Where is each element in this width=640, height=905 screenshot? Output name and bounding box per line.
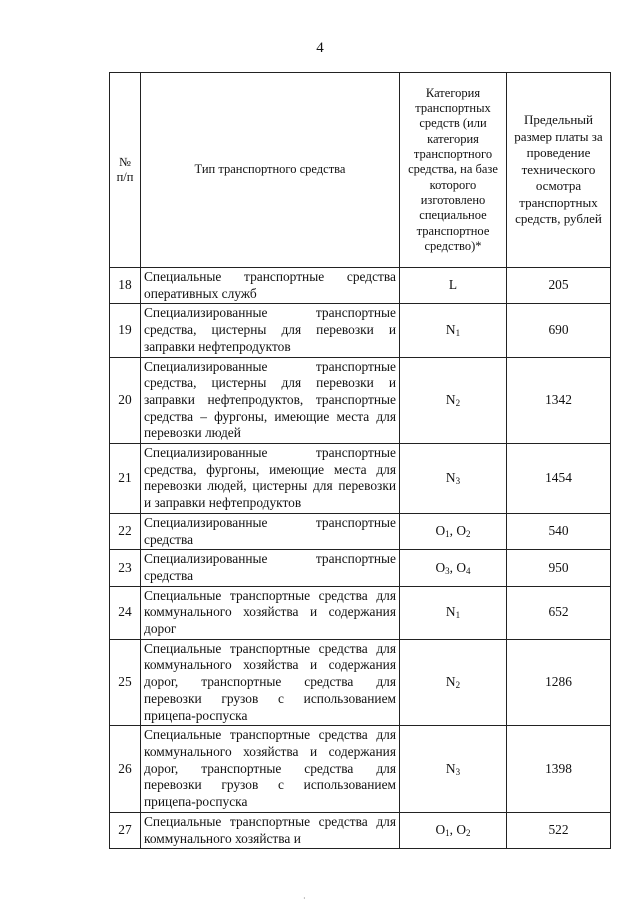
category-letter: O (435, 523, 446, 539)
category-letter: N (445, 470, 456, 486)
category-index: 1 (455, 610, 461, 621)
category-letter: L (448, 277, 458, 293)
vehicle-type: Специальные транспортные средства для коммунального хозяйства и содержания дорог, транспортные средства для перевозки грузов с использованием прицепа-роспуска (141, 726, 400, 813)
footer-mark: · (303, 894, 306, 903)
table-row (110, 639, 611, 726)
vehicle-category (400, 268, 507, 304)
fee-amount: 205 (507, 268, 611, 304)
category-index: 2 (466, 529, 471, 540)
table-row (110, 812, 611, 848)
table-row (110, 513, 611, 549)
fee-amount: 690 (507, 304, 611, 357)
category-letter: N (445, 674, 456, 690)
category-index: 3 (455, 476, 461, 487)
category-index: 4 (466, 565, 471, 576)
fee-table (109, 72, 611, 849)
vehicle-category (400, 726, 507, 813)
vehicle-type: Специальные транспортные средства для коммунального хозяйства и (141, 812, 400, 848)
vehicle-category (400, 357, 507, 444)
row-number: 24 (110, 586, 141, 639)
vehicle-type: Специализированные транспортные средства, цистерны для перевозки и заправки нефтепродуктов, транспортные средства – фургоны, имеющие места для перевозки людей (141, 357, 400, 444)
category-letter: O (456, 559, 467, 575)
fee-amount: 1454 (507, 444, 611, 514)
vehicle-category (400, 586, 507, 639)
table-row (110, 304, 611, 357)
vehicle-type: Специальные транспортные средства для коммунального хозяйства и содержания дорог, транспортные средства для перевозки грузов с использованием прицепа-роспуска (141, 639, 400, 726)
table-body (110, 268, 611, 849)
category-index: 2 (455, 397, 461, 408)
category-letter: O (435, 559, 446, 575)
fee-amount: 950 (507, 550, 611, 586)
row-number: 21 (110, 444, 141, 514)
category-index: 1 (445, 529, 450, 540)
fee-amount: 540 (507, 513, 611, 549)
fee-amount: 1286 (507, 639, 611, 726)
category-letter: O (456, 822, 467, 838)
category-letter: N (445, 760, 456, 776)
table-row (110, 586, 611, 639)
vehicle-category: $O_3$, $O_4$ (400, 550, 507, 586)
table-row (110, 357, 611, 444)
category-letter: N (445, 322, 456, 338)
row-number: 19 (110, 304, 141, 357)
table-row (110, 726, 611, 813)
page-number: 4 (316, 40, 324, 56)
table-header-row (110, 73, 611, 268)
fee-amount: 522 (507, 812, 611, 848)
category-letter: N (445, 391, 456, 407)
fee-amount: 1342 (507, 357, 611, 444)
header-category: Категория транспортных средств (или категория транспортного средства, на базе которого изготовлено специальное транспортное средство)* (400, 73, 507, 268)
header-num: № п/п (110, 73, 141, 268)
row-number: 20 (110, 357, 141, 444)
category-letter: O (456, 523, 467, 539)
vehicle-type: Специализированные транспортные средства, цистерны для перевозки и заправки нефтепродуктов (141, 304, 400, 357)
category-index: 2 (455, 680, 461, 691)
table-row (110, 268, 611, 304)
row-number: 22 (110, 513, 141, 549)
vehicle-category (400, 304, 507, 357)
fee-amount: 652 (507, 586, 611, 639)
category-index: 1 (445, 828, 450, 839)
category-index: 1 (455, 328, 461, 339)
vehicle-type: Специализированные транспортные средства (141, 550, 400, 586)
row-number: 23 (110, 550, 141, 586)
category-index: 3 (455, 766, 461, 777)
row-number: 26 (110, 726, 141, 813)
category-index: 2 (466, 828, 471, 839)
vehicle-type: Специальные транспортные средства оперативных служб (141, 268, 400, 304)
vehicle-type: Специализированные транспортные средства (141, 513, 400, 549)
header-type: Тип транспортного средства (141, 73, 400, 268)
vehicle-category: $O_1$, $O_2$ (400, 513, 507, 549)
fee-amount: 1398 (507, 726, 611, 813)
row-number: 27 (110, 812, 141, 848)
row-number: 25 (110, 639, 141, 726)
table-row (110, 444, 611, 514)
header-fee: Предельный размер платы за проведение технического осмотра транспортных средств, рублей (507, 73, 611, 268)
category-index: 3 (445, 565, 450, 576)
category-letter: N (445, 604, 456, 620)
category-letter: O (435, 822, 446, 838)
table-row (110, 550, 611, 586)
vehicle-category (400, 444, 507, 514)
row-number: 18 (110, 268, 141, 304)
vehicle-type: Специальные транспортные средства для коммунального хозяйства и содержания дорог (141, 586, 400, 639)
vehicle-category: $O_1$, $O_2$ (400, 812, 507, 848)
vehicle-category (400, 639, 507, 726)
vehicle-type: Специализированные транспортные средства, фургоны, имеющие места для перевозки людей, цистерны для перевозки и заправки нефтепродуктов (141, 444, 400, 514)
